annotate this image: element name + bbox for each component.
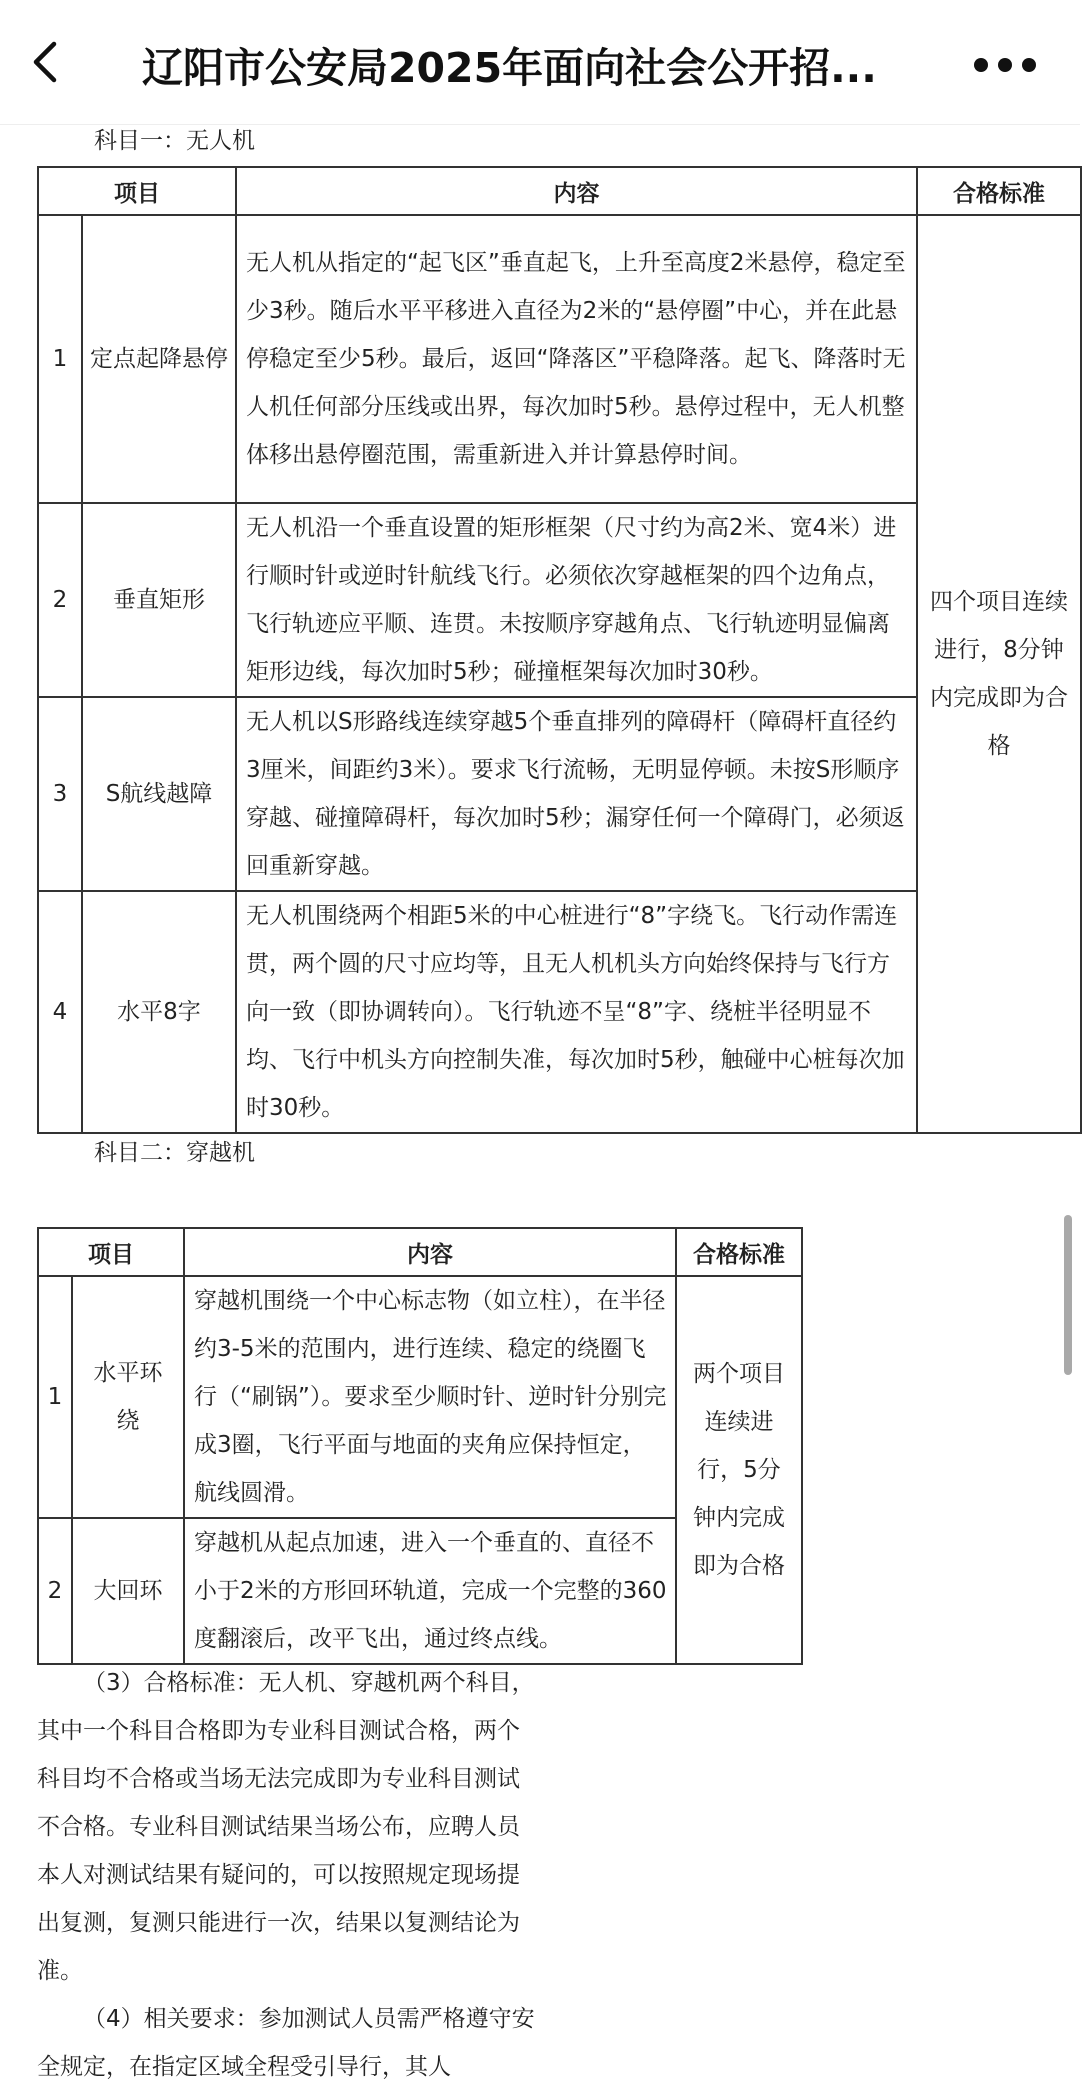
item-name: 垂直矩形 <box>82 503 236 697</box>
paragraph-pass-standard: （3）合格标准：无人机、穿越机两个科目，其中一个科目合格即为专业科目测试合格，两个科目均不合格或当场无法完成即为专业科目测试不合格。专业科目测试结果当场公布，应聘人员本人对测试结果有疑问的，可以按照规定现场提出复测，复测只能进行一次，结果以复测结论为准。 <box>37 1670 535 1984</box>
column-header-content: 内容 <box>184 1228 676 1276</box>
item-content: 穿越机围绕一个中心标志物（如立柱），在半径约3-5米的范围内，进行连续、稳定的绕圈飞行（“刷锅”）。要求至少顺时针、逆时针分别完成3圈，飞行平面与地面的夹角应保持恒定，航线圆滑。 <box>184 1276 676 1518</box>
item-content: 无人机围绕两个相距5米的中心桩进行“8”字绕飞。飞行动作需连贯，两个圆的尺寸应均等，且无人机机头方向始终保持与飞行方向一致（即协调转向）。飞行轨迹不呈“8”字、绕桩半径明显不均、飞行中机头方向控制失准，每次加时5秒，触碰中心桩每次加时30秒。 <box>236 891 917 1133</box>
item-name: 定点起降悬停 <box>82 215 236 503</box>
more-options-button[interactable] <box>968 50 1058 80</box>
row-number: 4 <box>38 891 82 1133</box>
article-content <box>0 124 1080 2080</box>
chevron-left-icon <box>22 38 70 86</box>
subject2-table <box>37 1227 803 1665</box>
table-row <box>38 1276 802 1518</box>
more-dots-icon <box>974 58 988 72</box>
item-name: S航线越障 <box>82 697 236 891</box>
pass-standard: 两个项目连续进行，5分钟内完成即为合格 <box>676 1276 802 1664</box>
page-title: 辽阳市公安局2025年面向社会公开招... <box>142 44 877 92</box>
subject2-caption: 科目二：穿越机 <box>94 1140 255 1166</box>
pass-standard: 四个项目连续进行，8分钟内完成即为合格 <box>917 215 1081 1133</box>
row-number: 1 <box>38 1276 72 1518</box>
item-name: 大回环 <box>72 1518 184 1664</box>
item-name: 水平环绕 <box>72 1276 184 1518</box>
subject1-table <box>37 166 1082 1134</box>
item-content: 无人机沿一个垂直设置的矩形框架（尺寸约为高2米、宽4米）进行顺时针或逆时针航线飞行。必须依次穿越框架的四个边角点，飞行轨迹应平顺、连贯。未按顺序穿越角点、飞行轨迹明显偏离矩形边线，每次加时5秒；碰撞框架每次加时30秒。 <box>236 503 917 697</box>
top-navigation-bar <box>0 0 1080 125</box>
more-dots-icon <box>1022 58 1036 72</box>
scrollbar[interactable] <box>1064 1215 1072 1375</box>
more-dots-icon <box>998 58 1012 72</box>
back-button[interactable] <box>22 38 70 86</box>
item-name: 水平8字 <box>82 891 236 1133</box>
column-header-standard: 合格标准 <box>676 1228 802 1276</box>
row-number: 2 <box>38 503 82 697</box>
item-content: 穿越机从起点加速，进入一个垂直的、直径不小于2米的方形回环轨道，完成一个完整的360度翻滚后，改平飞出，通过终点线。 <box>184 1518 676 1664</box>
column-header-item: 项目 <box>38 1228 184 1276</box>
column-header-content: 内容 <box>236 167 917 215</box>
row-number: 3 <box>38 697 82 891</box>
item-content: 无人机从指定的“起飞区”垂直起飞，上升至高度2米悬停，稳定至少3秒。随后水平平移进入直径为2米的“悬停圈”中心，并在此悬停稳定至少5秒。最后，返回“降落区”平稳降落。起飞、降落时无人机任何部分压线或出界，每次加时5秒。悬停过程中，无人机整体移出悬停圈范围，需重新进入并计算悬停时间。 <box>236 215 917 503</box>
item-content: 无人机以S形路线连续穿越5个垂直排列的障碍杆（障碍杆直径约3厘米，间距约3米）。要求飞行流畅，无明显停顿。未按S形顺序穿越、碰撞障碍杆，每次加时5秒；漏穿任何一个障碍门，必须返回重新穿越。 <box>236 697 917 891</box>
column-header-standard: 合格标准 <box>917 167 1081 215</box>
table-row <box>38 215 1081 503</box>
row-number: 2 <box>38 1518 72 1664</box>
subject1-caption: 科目一：无人机 <box>94 128 255 154</box>
paragraph-requirements: （4）相关要求：参加测试人员需严格遵守安全规定，在指定区域全程受引导行，其人 <box>37 2006 535 2080</box>
row-number: 1 <box>38 215 82 503</box>
column-header-item: 项目 <box>38 167 236 215</box>
